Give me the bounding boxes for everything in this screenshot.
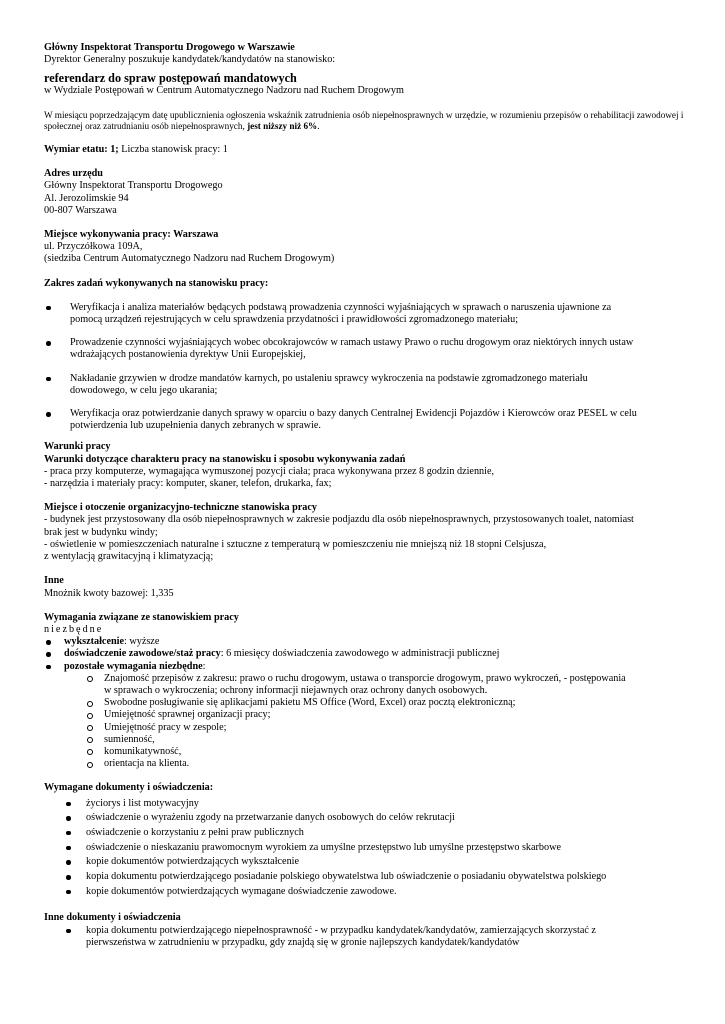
- employment-label: Wymiar etatu: 1;: [44, 144, 119, 156]
- list-item: oświadczenie o wyrażeniu zgody na przetwarzanie danych osobowych do celów rekrutacji: [64, 812, 684, 824]
- tasks-heading: Zakres zadań wykonywanych na stanowisku pracy:: [44, 277, 269, 289]
- list-item: pozostałe wymagania niezbędne:: [44, 661, 684, 673]
- office-address-line: Główny Inspektorat Transportu Drogowego: [44, 180, 223, 192]
- other-documents-heading: Inne dokumenty i oświadczenia: [44, 912, 181, 924]
- employment-info: [44, 144, 684, 156]
- list-item: Nakładanie grzywien w drodze mandatów karnych, po ustaleniu sprawcy wykroczenia na podstawie zgromadzonego materiału dowodowego, w celu jego ukarania;: [44, 373, 684, 397]
- office-address-line: Al. Jerozolimskie 94: [44, 192, 129, 204]
- posting-intro: Dyrektor Generalny poszukuje kandydatek/kandydatów na stanowisko:: [44, 54, 336, 66]
- other-documents-list: [44, 925, 684, 949]
- salary-multiplier: Mnożnik kwoty bazowej: 1,335: [44, 587, 174, 599]
- conditions-line: - narzędzia i materiały pracy: komputer, skaner, telefon, drukarka, fax;: [44, 478, 332, 490]
- workplace-heading: Miejsce wykonywania pracy: Warszawa: [44, 229, 219, 241]
- list-item: orientacja na klienta.: [86, 758, 684, 770]
- office-address-line: 00-807 Warszawa: [44, 204, 117, 216]
- office-address-heading: Adres urzędu: [44, 168, 103, 180]
- environment-line: - budynek jest przystosowany dla osób niepełnosprawnych w zakresie podjazdu dla osób niepełnosprawnych, przystosowanych toalet, natomiast: [44, 514, 634, 526]
- environment-line: brak jest w budynku windy;: [44, 526, 158, 538]
- list-item: kopie dokumentów potwierdzających wymagane doświadczenie zawodowe.: [64, 886, 684, 898]
- documents-heading: Wymagane dokumenty i oświadczenia:: [44, 782, 214, 794]
- list-item: doświadczenie zawodowe/staż pracy: 6 miesięcy doświadczenia zawodowego w administracji publicznej: [44, 648, 684, 660]
- position-department: w Wydziale Postępowań w Centrum Automatycznego Nadzoru nad Ruchem Drogowym: [44, 85, 404, 97]
- list-item: Prowadzenie czynności wyjaśniających wobec obcokrajowców w ramach ustawy Prawo o ruchu drogowym oraz niektórych innych ustaw wdrażających postanowienia dyrektyw Unii Europejskiej,: [44, 337, 684, 361]
- list-item: sumienność,: [86, 734, 684, 746]
- list-item: kopia dokumentu potwierdzającego posiadanie polskiego obywatelstwa lub oświadczenie o posiadaniu obywatelstwa polskiego: [64, 871, 684, 883]
- disability-note-emphasis: jest niższy niż 6%: [247, 120, 318, 131]
- employment-rest: Liczba stanowisk pracy: 1: [118, 144, 228, 156]
- list-item: kopie dokumentów potwierdzających wykształcenie: [64, 856, 684, 868]
- environment-heading: Miejsce i otoczenie organizacyjno-techniczne stanowiska pracy: [44, 502, 318, 514]
- conditions-heading: Warunki pracy: [44, 441, 111, 453]
- conditions-subheading: Warunki dotyczące charakteru pracy na stanowisku i sposobu wykonywania zadań: [44, 453, 406, 465]
- documents-list: [44, 798, 684, 898]
- list-item: kopia dokumentu potwierdzającego niepełnosprawność - w przypadku kandydatek/kandydatów, zamierzających skorzystać z pierwszeństwa w zatrudnieniu w przypadku, gdy znajdą się w gronie najlepszych kandydatek/kandydatów: [64, 925, 684, 949]
- disability-note-text: W miesiącu poprzedzającym datę upublicznienia ogłoszenia wskaźnik zatrudnienia osób niepełnosprawnych w urzędzie, w rozumieniu przepisów o rehabilitacji zawodowej i społecznej oraz zatrudnianiu osób niepełnosprawnych,: [44, 109, 684, 131]
- list-item: Swobodne posługiwanie się aplikacjami pakietu MS Office (Word, Excel) oraz pocztą elektroniczną;: [86, 697, 684, 709]
- conditions-line: - praca przy komputerze, wymagająca wymuszonej pozycji ciała; praca wykonywana przez 8 godzin dziennie,: [44, 465, 495, 477]
- requirements-heading: Wymagania związane ze stanowiskiem pracy: [44, 611, 239, 623]
- list-item: oświadczenie o nieskazaniu prawomocnym wyrokiem za umyślne przestępstwo lub umyślne przestępstwo skarbowe: [64, 842, 684, 854]
- tasks-list: [44, 302, 684, 433]
- job-posting-document: [44, 42, 684, 952]
- list-item: życiorys i list motywacyjny: [64, 798, 684, 810]
- workplace-line: (siedziba Centrum Automatycznego Nadzoru nad Ruchem Drogowym): [44, 253, 335, 265]
- list-item: Weryfikacja i analiza materiałów będących podstawą prowadzenia czynności wyjaśniających w sprawach o naruszenia ujawnione za pomocą urządzeń rejestrujących w celu sprawdzenia przydatności i prawidłowości zgromadzonego materiału;: [44, 302, 684, 326]
- position-title: referendarz do spraw postępowań mandatowych: [44, 71, 297, 86]
- list-item: wykształcenie: wyższe: [44, 636, 684, 648]
- list-item: Umiejętność sprawnej organizacji pracy;: [86, 709, 684, 721]
- environment-line: z wentylacją grawitacyjną i klimatyzacją;: [44, 551, 214, 563]
- workplace-line: ul. Przyczółkowa 109A,: [44, 241, 143, 253]
- organization-name: Główny Inspektorat Transportu Drogowego w Warszawie: [44, 42, 295, 53]
- list-item: komunikatywność,: [86, 746, 684, 758]
- other-requirements-list: [44, 673, 684, 771]
- environment-line: - oświetlenie w pomieszczeniach naturalne i sztuczne z temperaturą w pomieszczeniu nie mniejszą niż 18 stopni Celsjusza,: [44, 538, 547, 550]
- list-item: Umiejętność pracy w zespole;: [86, 722, 684, 734]
- disability-note-end: .: [317, 120, 320, 131]
- other-heading: Inne: [44, 575, 64, 587]
- requirements-essential-label: niezbędne: [44, 623, 104, 635]
- requirements-list: [44, 636, 684, 673]
- list-item: Weryfikacja oraz potwierdzanie danych sprawy w oparciu o bazy danych Centralnej Ewidencji Pojazdów i Kierowców oraz PESEL w celu potwierdzenia lub uzupełnienia danych zebranych w sprawie.: [44, 408, 684, 432]
- disability-employment-note: [44, 110, 684, 132]
- list-item: oświadczenie o korzystaniu z pełni praw publicznych: [64, 827, 684, 839]
- list-item: Znajomość przepisów z zakresu: prawo o ruchu drogowym, ustawa o transporcie drogowym, prawo wykroczeń, - postępowania w sprawach o wykroczenia; ochrony informacji niejawnych oraz ochrony danych osobowych.: [86, 673, 684, 697]
